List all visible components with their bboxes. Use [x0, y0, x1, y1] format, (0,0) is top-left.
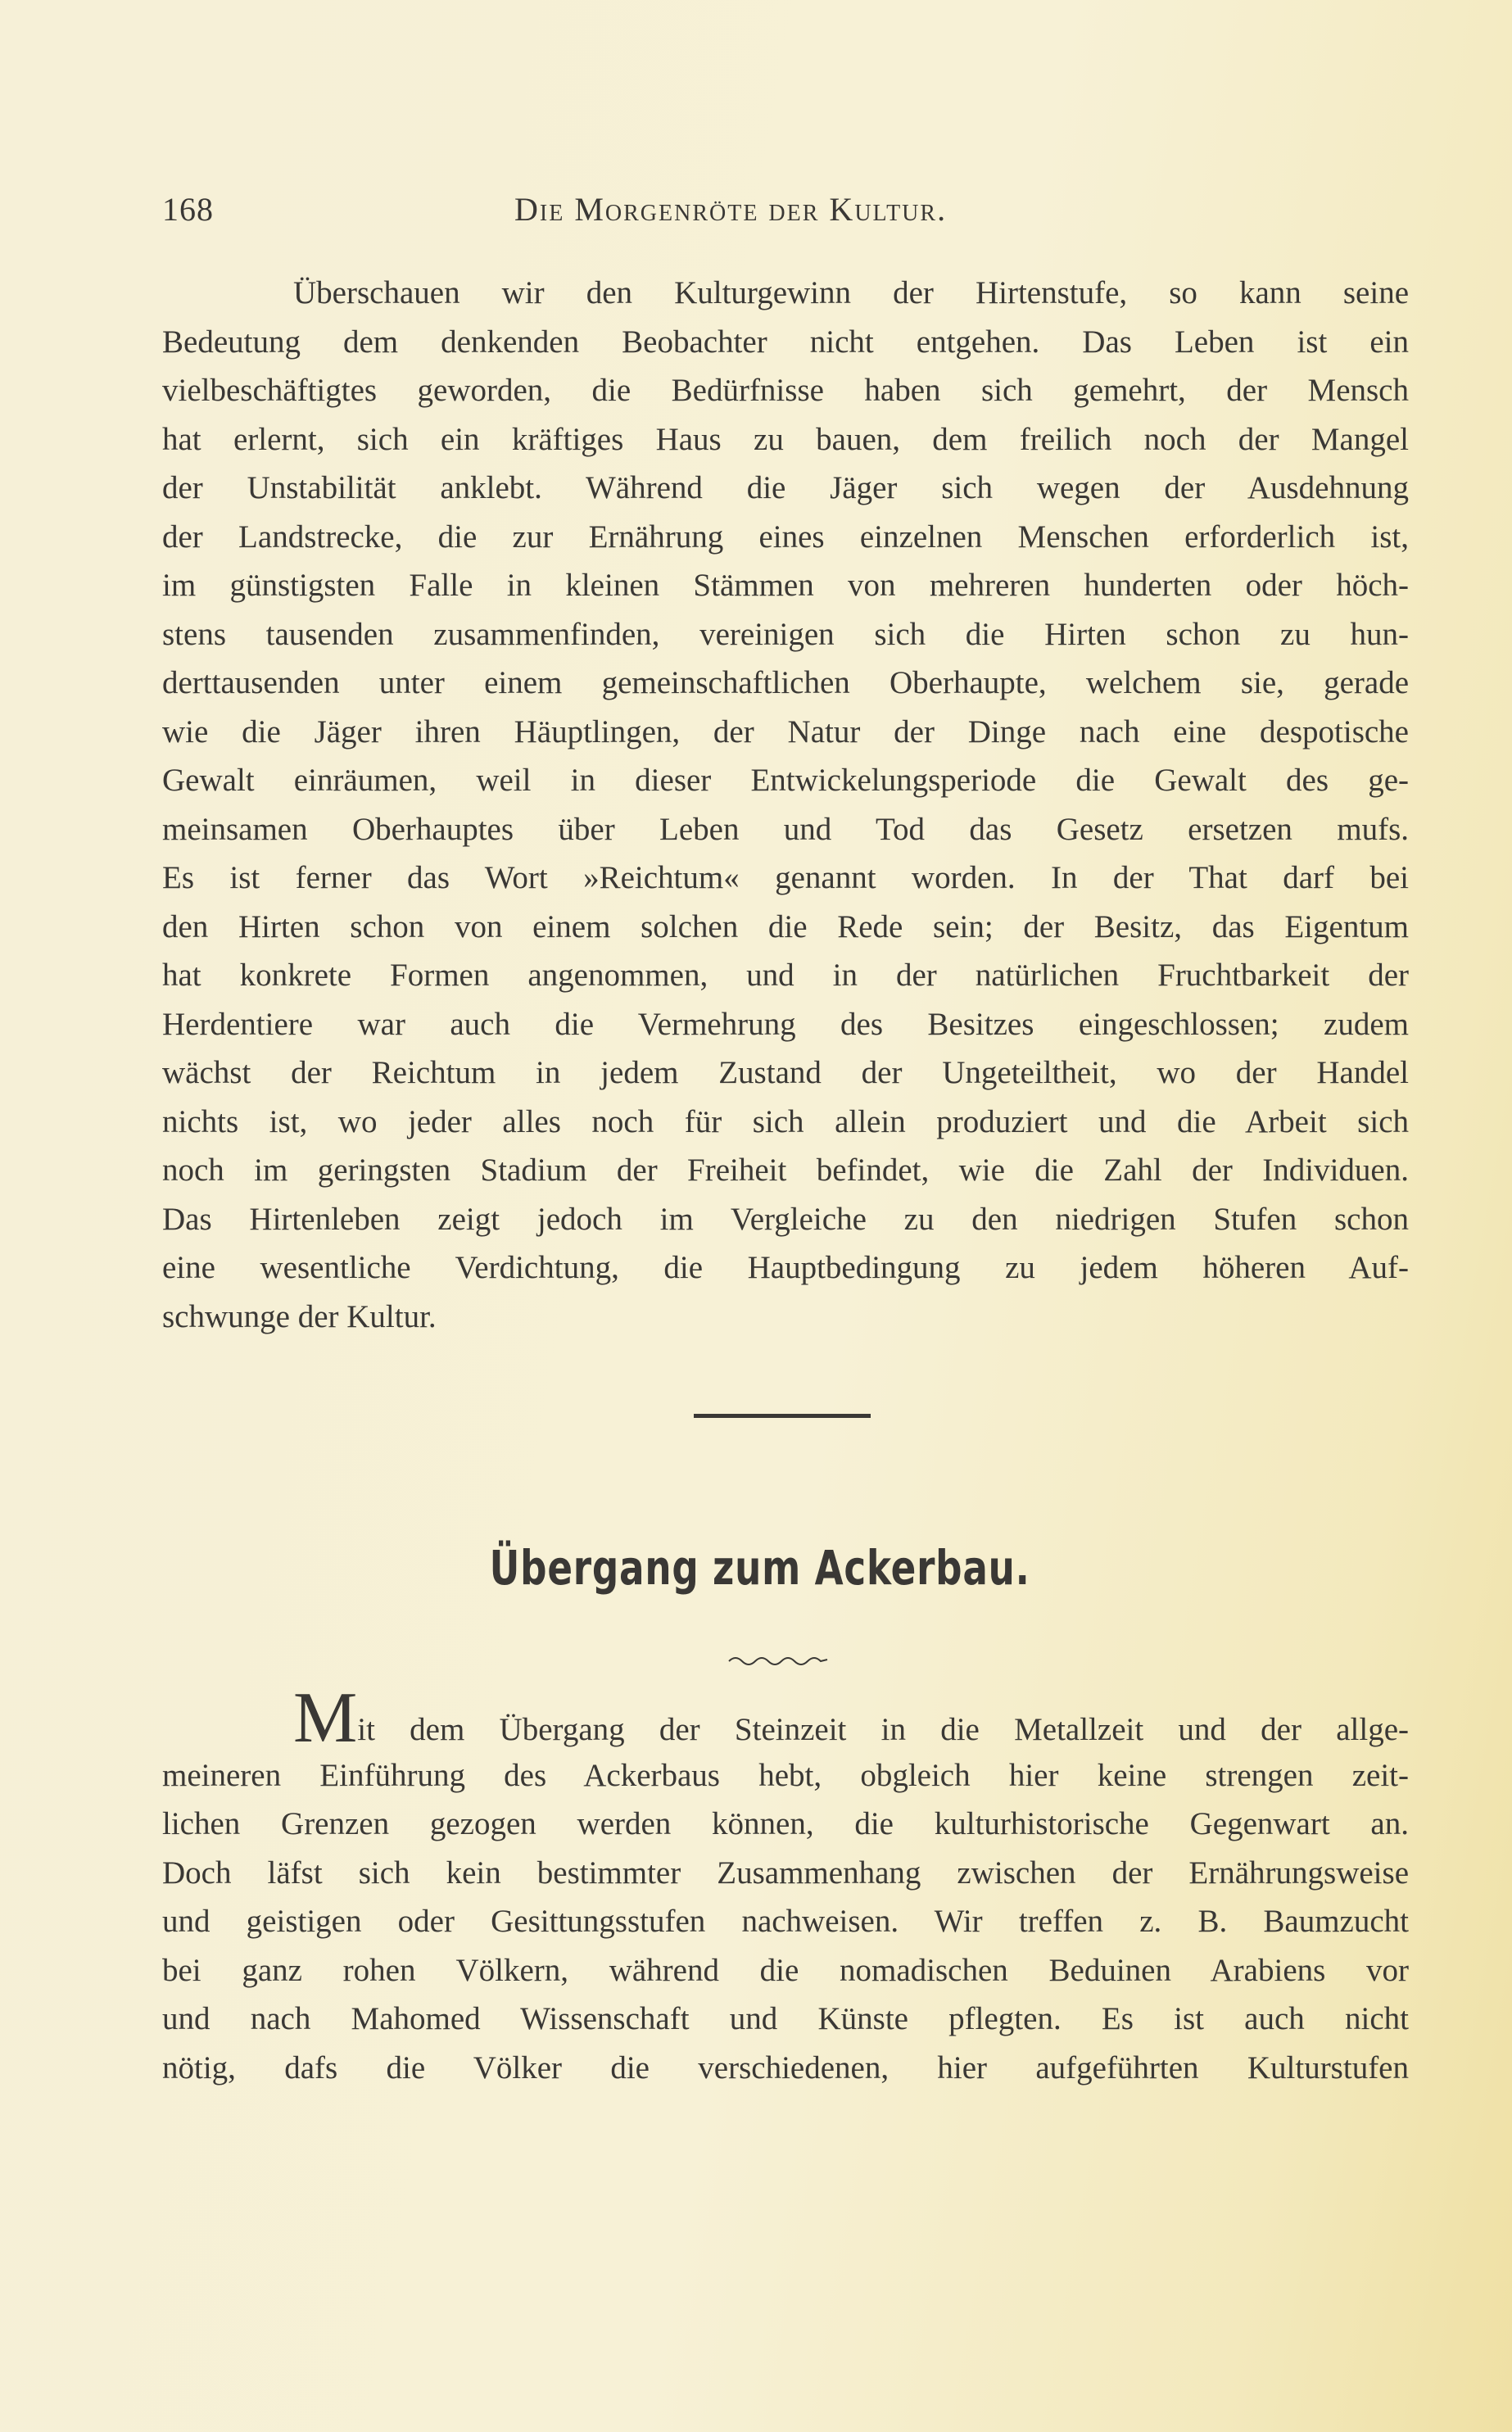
- text-line: der Unstabilität anklebt. Während die Jäger sich wegen der Ausdehnung: [162, 470, 1409, 505]
- text-line: Überschauen wir den Kulturgewinn der Hirtenstufe, so kann seine: [293, 275, 1409, 310]
- text-line: meineren Einführung des Ackerbaus hebt, obgleich hier keine strengen zeit-: [162, 1757, 1409, 1793]
- text-line: meinsamen Oberhauptes über Leben und Tod das Gesetz ersetzen mufs.: [162, 811, 1409, 847]
- text-line: der Landstrecke, die zur Ernährung eines einzelnen Menschen erforderlich ist,: [162, 519, 1409, 555]
- text-line: Herdentiere war auch die Vermehrung des Besitzes eingeschlossen; zudem: [162, 1006, 1409, 1042]
- text-line: Doch läfst sich kein bestimmter Zusammenhang zwischen der Ernährungsweise: [162, 1855, 1409, 1891]
- text-line: Das Hirtenleben zeigt jedoch im Vergleiche zu den niedrigen Stufen schon: [162, 1201, 1409, 1237]
- text-line: stens tausenden zusammenfinden, vereinigen sich die Hirten schon zu hun-: [162, 616, 1409, 652]
- paragraph-pastoral-culture: [162, 269, 1409, 1341]
- text-line: vielbeschäftigtes geworden, die Bedürfnisse haben sich gemehrt, der Mensch: [162, 373, 1409, 408]
- text-line: und geistigen oder Gesittungsstufen nachweisen. Wir treffen z. B. Baumzucht: [162, 1904, 1409, 1939]
- text-line: noch im geringsten Stadium der Freiheit befindet, wie die Zahl der Individuen.: [162, 1153, 1409, 1188]
- text-line: lichen Grenzen gezogen werden können, die kulturhistorische Gegenwart an.: [162, 1806, 1409, 1841]
- text-line: schwunge der Kultur.: [162, 1298, 437, 1334]
- running-head: Die Morgenröte der Kultur.: [514, 191, 948, 228]
- wavy-ornament-icon: [727, 1651, 829, 1668]
- text-line: hat erlernt, sich ein kräftiges Haus zu bauen, dem freilich noch der Mangel: [162, 421, 1409, 457]
- text-line: wie die Jäger ihren Häuptlingen, der Natur der Dinge nach eine despotische: [162, 713, 1409, 750]
- text-line: nichts ist, wo jeder alles noch für sich allein produziert und die Arbeit sich: [162, 1103, 1409, 1139]
- page-number: 168: [162, 191, 214, 228]
- text-line: und nach Mahomed Wissenschaft und Künste pflegten. Es ist auch nicht: [162, 2001, 1409, 2036]
- first-line-text: it dem Übergang der Steinzeit in die Metallzeit und der allge-: [357, 1712, 1409, 1747]
- text-line: derttausenden unter einem gemeinschaftlichen Oberhaupte, welchem sie, gerade: [162, 665, 1409, 700]
- text-line: Gewalt einräumen, weil in dieser Entwickelungsperiode die Gewalt des ge-: [162, 763, 1409, 798]
- text-line: hat konkrete Formen angenommen, und in der natürlichen Fruchtbarkeit der: [162, 958, 1409, 993]
- text-line: eine wesentliche Verdichtung, die Hauptbedingung zu jedem höheren Auf-: [162, 1250, 1409, 1285]
- text-line: Es ist ferner das Wort »Reichtum« genannt worden. In der That darf bei: [162, 860, 1409, 895]
- text-line: nötig, dafs die Völker die verschiedenen, hier aufgeführten Kulturstufen: [162, 2049, 1409, 2086]
- text-line: den Hirten schon von einem solchen die Rede sein; der Besitz, das Eigentum: [162, 908, 1409, 944]
- page-header: [162, 190, 1407, 239]
- section-divider-rule: [694, 1414, 871, 1418]
- section-title: Übergang zum Ackerbau.: [489, 1540, 1030, 1596]
- text-line: Bedeutung dem denkenden Beobachter nicht entgehen. Das Leben ist ein: [162, 324, 1409, 360]
- paragraph-agriculture: [162, 1678, 1409, 2092]
- text-line: im günstigsten Falle in kleinen Stämmen von mehreren hunderten oder höch-: [162, 568, 1409, 603]
- text-line-first: [162, 1678, 1409, 1758]
- text-line: wächst der Reichtum in jedem Zustand der Ungeteiltheit, wo der Handel: [162, 1055, 1409, 1090]
- text-line: bei ganz rohen Völkern, während die nomadischen Beduinen Arabiens vor: [162, 1952, 1409, 1988]
- drop-cap: M: [293, 1678, 358, 1758]
